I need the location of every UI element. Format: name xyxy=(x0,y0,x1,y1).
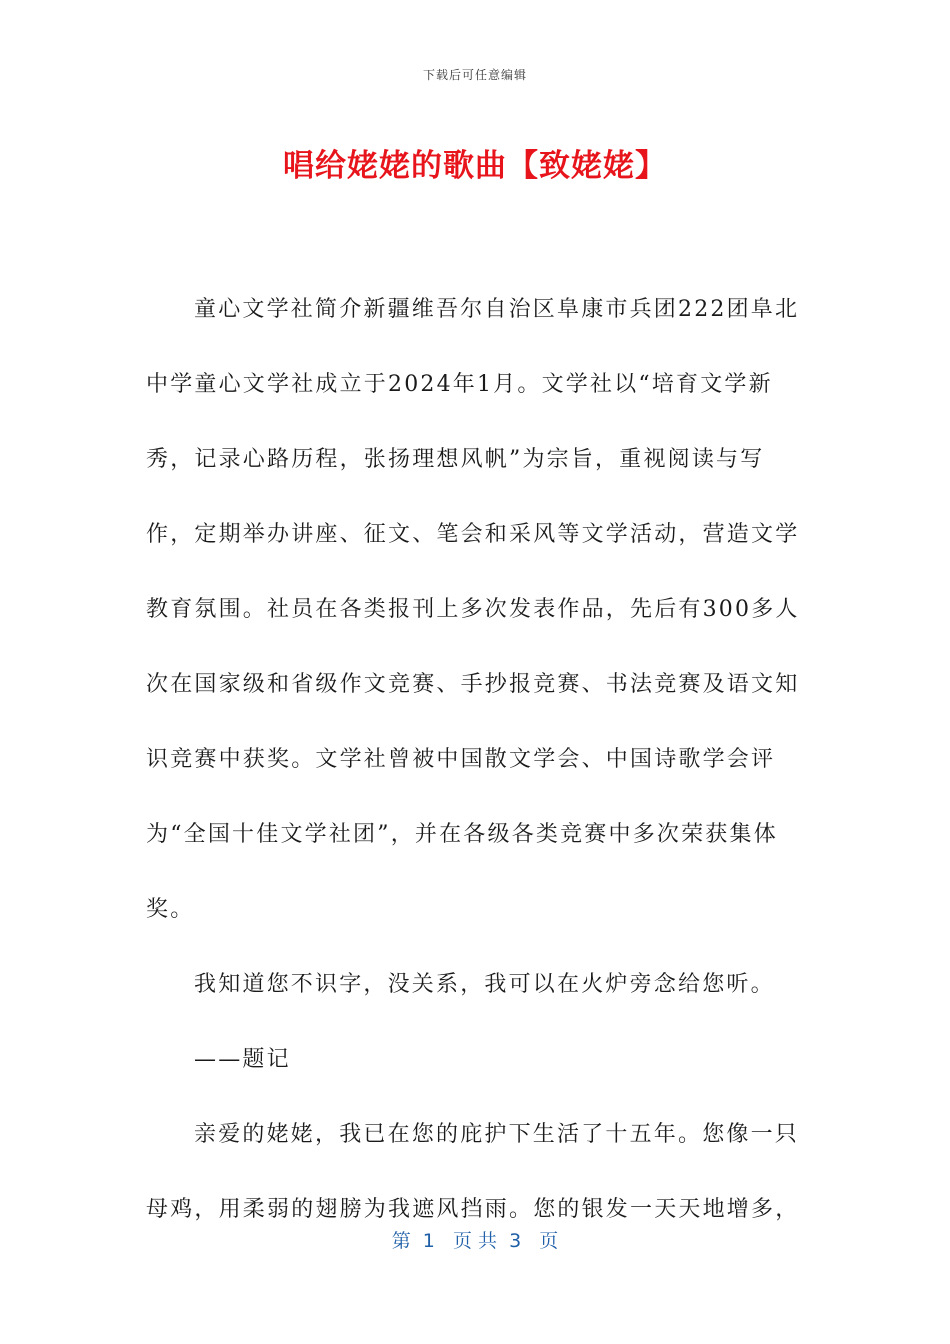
paragraph-letter-start: 亲爱的姥姥，我已在您的庇护下生活了十五年。您像一只母鸡，用柔弱的翅膀为我遮风挡雨。您的银发一天天地增多， xyxy=(146,1122,800,1222)
header-note: 下载后可任意编辑 xyxy=(422,68,527,82)
paragraph-epigraph-attribution: ——题记 xyxy=(194,1047,291,1072)
paragraph-epigraph: 我知道您不识字，没关系，我可以在火炉旁念给您听。 xyxy=(194,972,775,997)
document-body xyxy=(146,272,806,1247)
document-title: 唱给姥姥的歌曲【致姥姥】 xyxy=(283,148,667,184)
paragraph-intro: 童心文学社简介新疆维吾尔自治区阜康市兵团222团阜北中学童心文学社成立于2024年1月。文学社以“培育文学新秀，记录心路历程，张扬理想风帆”为宗旨，重视阅读与写作，定期举办讲座、征文、笔会和采风等文学活动，营造文学教育氛围。社员在各类报刊上多次发表作品，先后有300多人次在国家级和省级作文竞赛、手抄报竞赛、书法竞赛及语文知识竞赛中获奖。文学社曾被中国散文学会、中国诗歌学会评为“全国十佳文学社团”，并在各级各类竞赛中多次荣获集体奖。 xyxy=(146,297,800,922)
page-number: 第 1 页 共 3 页 xyxy=(391,1230,559,1252)
